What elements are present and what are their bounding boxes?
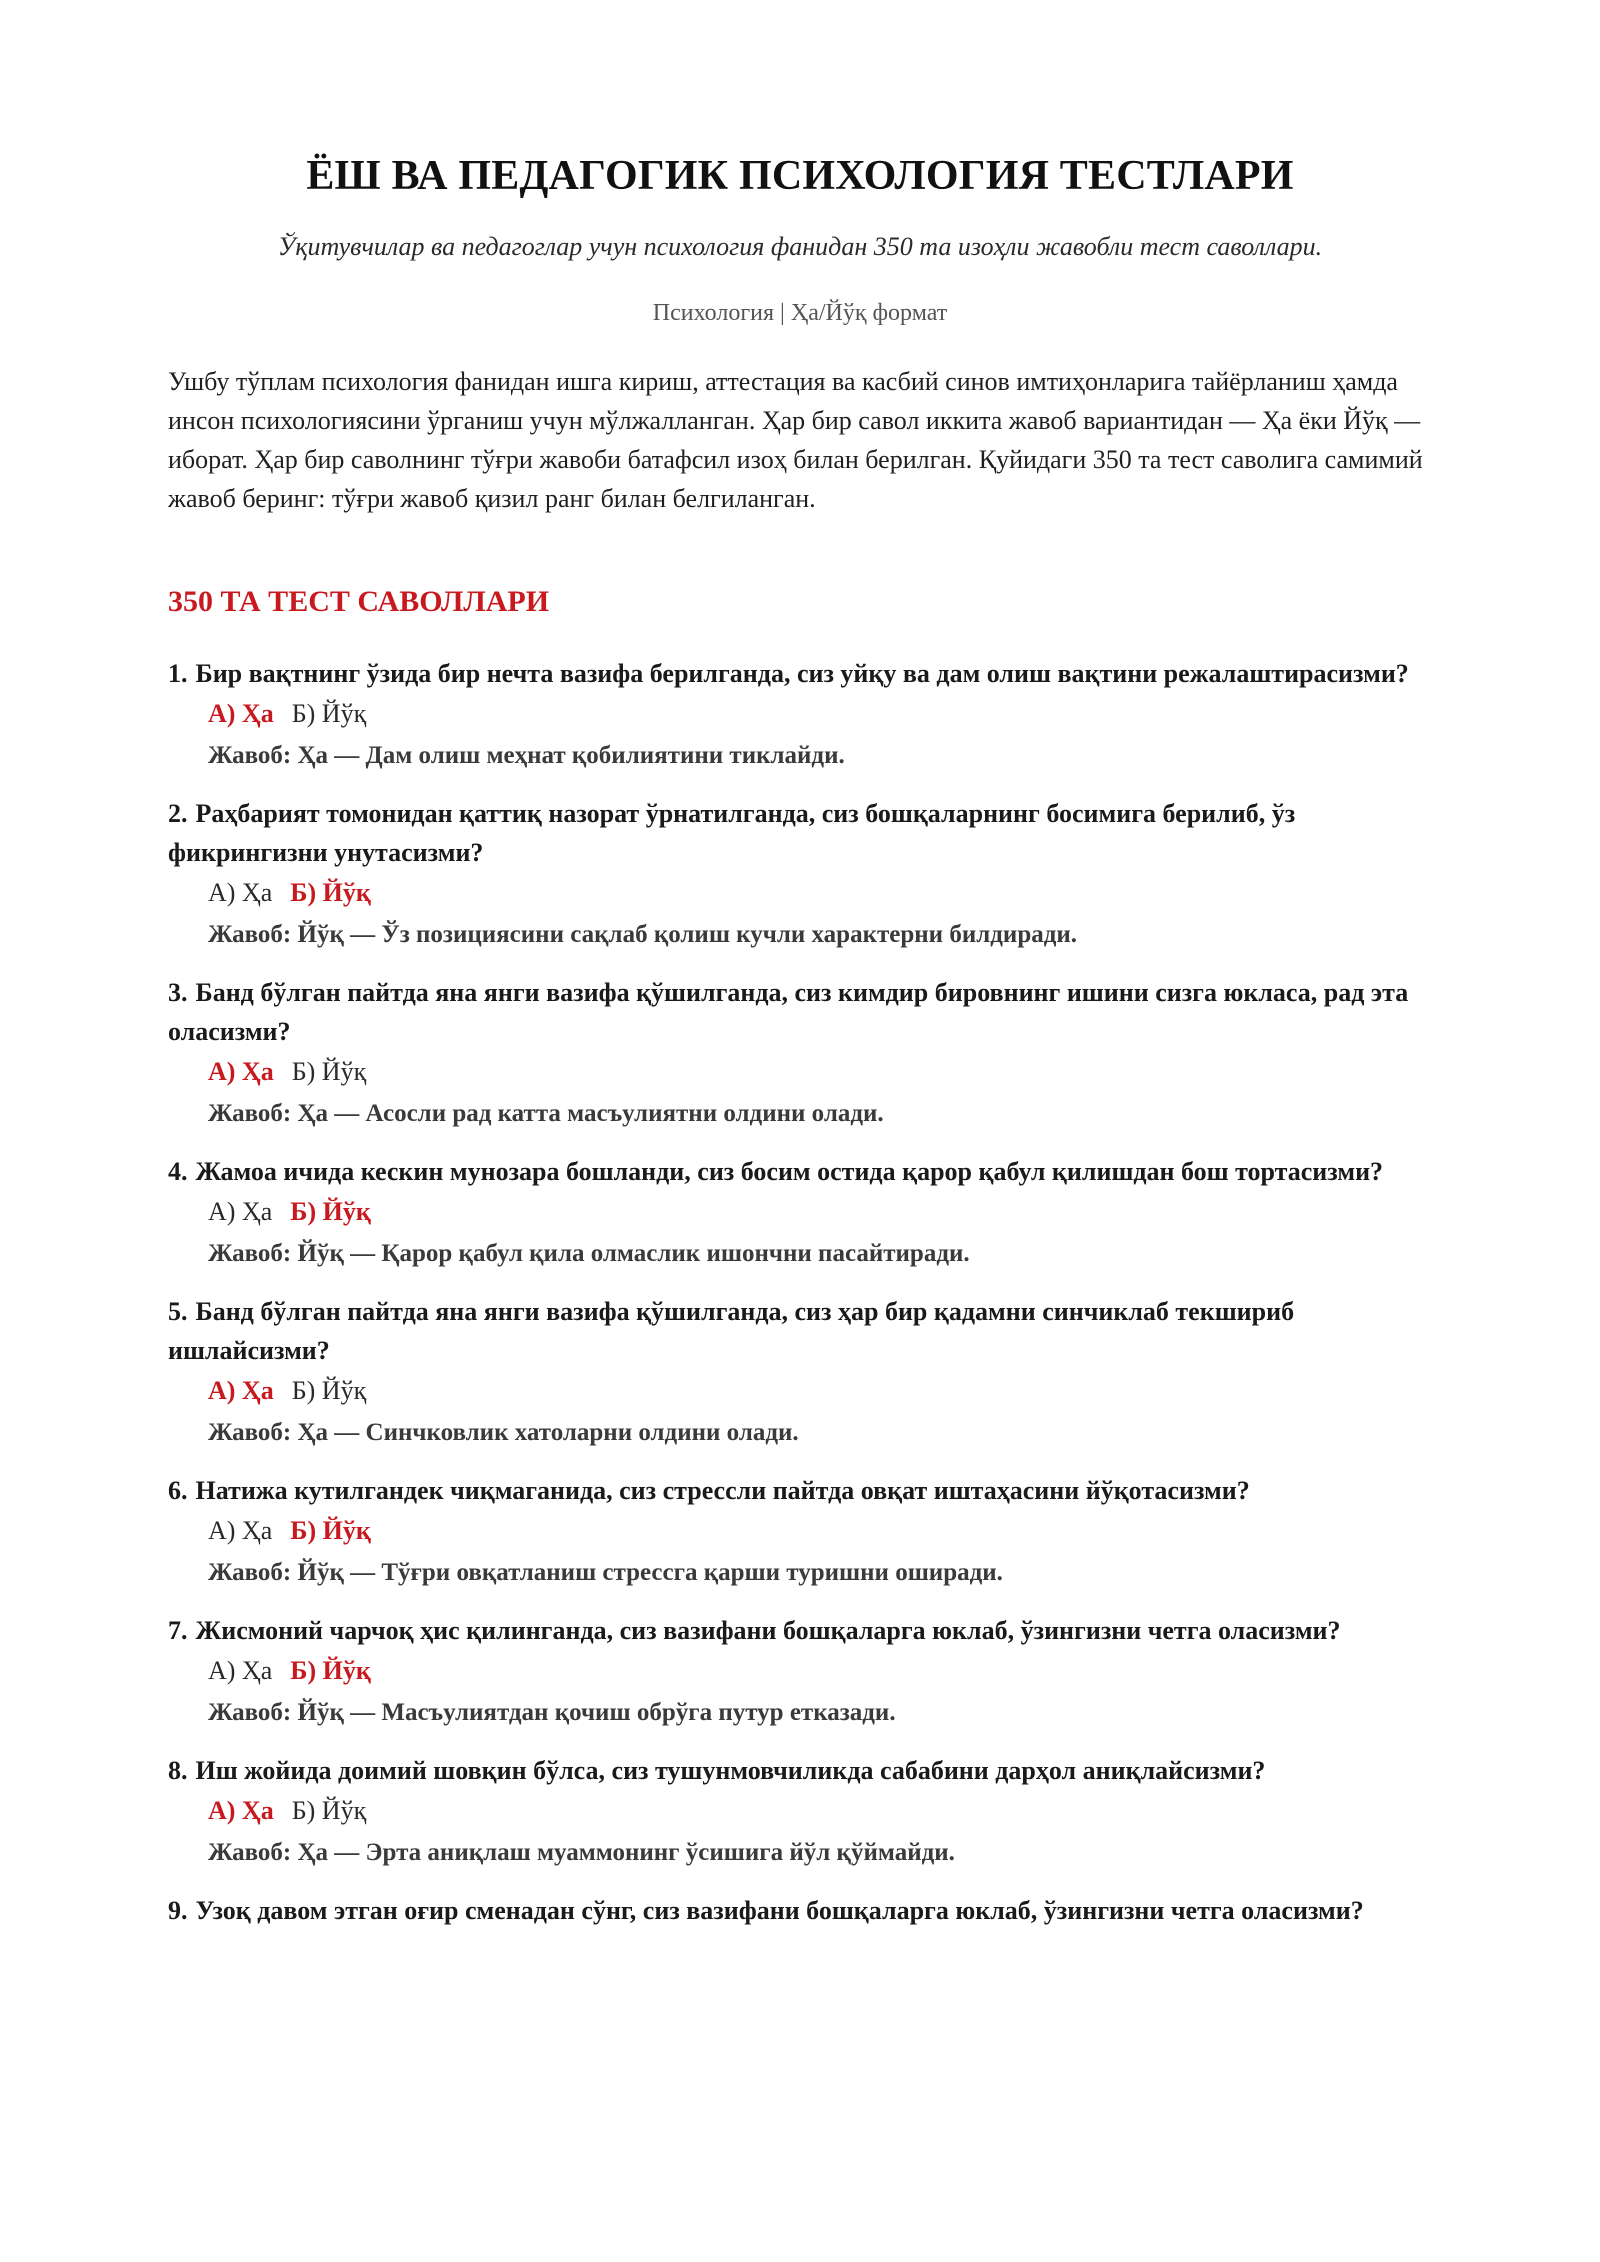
answer-explanation: Жавоб: Йўқ — Тўғри овқатланиш стрессга қарши туришни оширади. (208, 1559, 1003, 1586)
answer-options (168, 1510, 1448, 1552)
question-body: Узоқ давом этган оғир сменадан сўнг, сиз вазифани бошқаларга юклаб, ўзингизни четга оласизми? (195, 1896, 1364, 1925)
answer-options (168, 1370, 1448, 1412)
question-body: Бир вақтнинг ўзида бир нечта вазифа берилганда, сиз уйқу ва дам олиш вақтини режалаштирасизми? (195, 659, 1409, 688)
answer-options (168, 1051, 1448, 1093)
section-heading: 350 ТА ТЕСТ САВОЛЛАРИ (168, 585, 550, 618)
option-b: Б) Йўқ (290, 878, 371, 907)
question-body: Жисмоний чарчоқ ҳис қилинганда, сиз вазифани бошқаларга юклаб, ўзингизни четга оласизми? (195, 1616, 1341, 1645)
answer-explanation: Жавоб: Ҳа — Асосли рад катта масъулиятни олдини олади. (208, 1100, 884, 1127)
answer-options (168, 693, 1448, 735)
option-a: А) Ҳа (208, 878, 273, 907)
option-a: А) Ҳа (208, 1516, 273, 1545)
question-item (168, 1471, 1448, 1594)
answer-explanation: Жавоб: Ҳа — Синчковлик хатоларни олдини олади. (208, 1419, 799, 1446)
question-item (168, 1891, 1448, 1930)
option-a: А) Ҳа (208, 1057, 274, 1086)
question-body: Иш жойида доимий шовқин бўлса, сиз тушунмовчиликда сабабини дарҳол аниқлайсизми? (195, 1756, 1266, 1785)
option-a: А) Ҳа (208, 699, 274, 728)
answer-options (168, 872, 1448, 914)
question-number: 4. (168, 1157, 188, 1186)
option-b: Б) Йўқ (291, 1796, 367, 1825)
document-subtitle: Ўқитувчилар ва педагоглар учун психология фанидан 350 та изоҳли жавобли тест саволлари. (277, 232, 1323, 261)
question-text (168, 794, 1448, 872)
intro-paragraph: Ушбу тўплам психология фанидан ишга кириш, аттестация ва касбий синов имтиҳонларига тайёрланиш ҳамда инсон психологиясини ўрганиш учун мўлжалланган. Ҳар бир савол иккита жавоб вариантидан — Ҳа ёки Йўқ — иборат. Ҳар бир саволнинг тўғри жавоби батафсил изоҳ билан берилган. Қуйидаги 350 та тест саволига самимий жавоб беринг: тўғри жавоб қизил ранг билан белгиланган. (168, 367, 1423, 513)
option-b: Б) Йўқ (290, 1656, 371, 1685)
option-a: А) Ҳа (208, 1656, 273, 1685)
question-item (168, 1292, 1448, 1454)
answer-options (168, 1790, 1448, 1832)
option-b: Б) Йўқ (290, 1197, 371, 1226)
question-text (168, 1751, 1448, 1790)
question-body: Раҳбарият томонидан қаттиқ назорат ўрнатилганда, сиз бошқаларнинг босимига берилиб, ўз фикрингизни унутасизми? (168, 799, 1296, 867)
document-meta: Психология | Ҳа/Йўқ формат (652, 300, 948, 326)
question-number: 2. (168, 799, 188, 828)
question-item (168, 973, 1448, 1135)
question-number: 9. (168, 1896, 188, 1925)
question-text (168, 1152, 1448, 1191)
question-body: Банд бўлган пайтда яна янги вазифа қўшилганда, сиз ҳар бир қадамни синчиклаб текшириб ишлайсизми? (168, 1297, 1295, 1365)
question-item (168, 654, 1448, 777)
question-number: 1. (168, 659, 188, 688)
question-number: 8. (168, 1756, 188, 1785)
question-text (168, 1611, 1448, 1650)
question-number: 3. (168, 978, 188, 1007)
answer-options (168, 1650, 1448, 1692)
question-number: 5. (168, 1297, 188, 1326)
question-text (168, 973, 1448, 1051)
option-a: А) Ҳа (208, 1197, 273, 1226)
question-number: 7. (168, 1616, 188, 1645)
question-item (168, 1152, 1448, 1275)
option-a: А) Ҳа (208, 1796, 274, 1825)
answer-explanation: Жавоб: Йўқ — Қарор қабул қила олмаслик ишончни пасайтиради. (208, 1240, 970, 1267)
answer-options (168, 1191, 1448, 1233)
document-title: ЁШ ВА ПЕДАГОГИК ПСИХОЛОГИЯ ТЕСТЛАРИ (306, 153, 1294, 199)
question-body: Натижа кутилгандек чиқмаганида, сиз стрессли пайтда овқат иштаҳасини йўқотасизми? (195, 1476, 1250, 1505)
question-text (168, 654, 1448, 693)
question-list (168, 654, 1448, 1947)
question-text (168, 1471, 1448, 1510)
answer-explanation: Жавоб: Ҳа — Дам олиш меҳнат қобилиятини тиклайди. (208, 742, 845, 769)
question-item (168, 1751, 1448, 1874)
option-b: Б) Йўқ (291, 1057, 367, 1086)
answer-explanation: Жавоб: Ҳа — Эрта аниқлаш муаммонинг ўсишига йўл қўймайди. (208, 1839, 955, 1866)
question-number: 6. (168, 1476, 188, 1505)
option-a: А) Ҳа (208, 1376, 274, 1405)
question-text (168, 1292, 1448, 1370)
option-b: Б) Йўқ (291, 1376, 367, 1405)
question-body: Банд бўлган пайтда яна янги вазифа қўшилганда, сиз кимдир бировнинг ишини сизга юкласа, рад эта оласизми? (168, 978, 1409, 1046)
answer-explanation: Жавоб: Йўқ — Ўз позициясини сақлаб қолиш кучли характерни билдиради. (208, 921, 1078, 948)
option-b: Б) Йўқ (291, 699, 367, 728)
question-text (168, 1891, 1448, 1930)
question-item (168, 794, 1448, 956)
question-body: Жамоа ичида кескин мунозара бошланди, сиз босим остида қарор қабул қилишдан бош тортасизми? (195, 1157, 1384, 1186)
option-b: Б) Йўқ (290, 1516, 371, 1545)
answer-explanation: Жавоб: Йўқ — Масъулиятдан қочиш обрўга путур етказади. (208, 1699, 896, 1726)
question-item (168, 1611, 1448, 1734)
